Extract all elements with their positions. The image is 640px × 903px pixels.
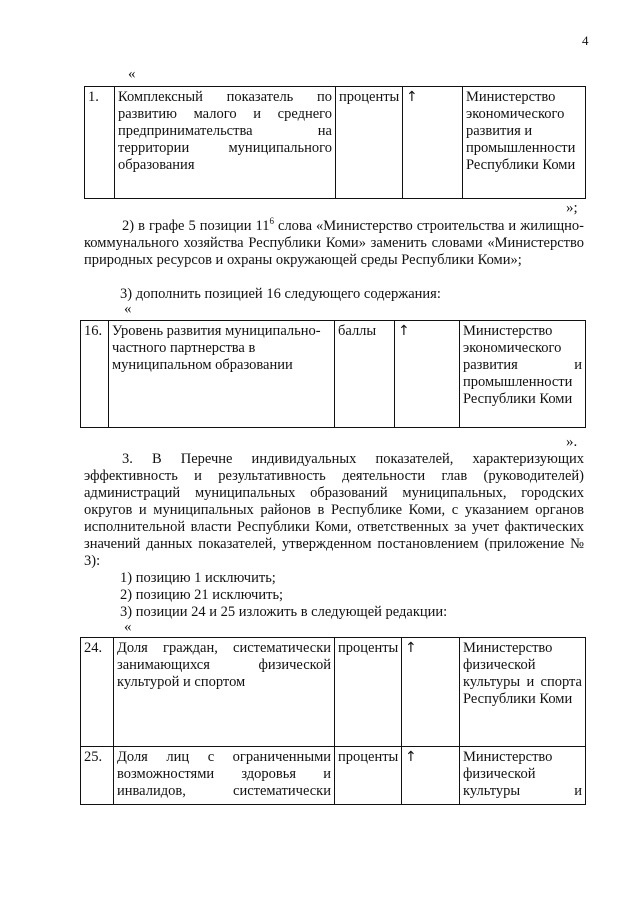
paragraph-section-3: 3. В Перечне индивидуальных показателей, характеризующих эффективность и результативность деятельности глав (руководителей) администраций муниципальных образований муниципальных, городских округов и муниципальных районов в Республике Коми, с указанием органов исполнительной власти Республики Коми, ответственных за учет фактических значений данных показателей, утвержденном постановлением (приложение № 3): (84, 451, 584, 569)
indicator-name: Уровень развития муниципально-частного партнерства в муниципальном образовании (109, 321, 335, 428)
table-position-16 (80, 320, 586, 428)
unit-cell: проценты (335, 638, 402, 747)
row-number: 1. (85, 87, 115, 199)
close-quote: »; (566, 200, 578, 216)
item2-text-b: слова «Министерство строительства и жилищно-коммунального хозяйства Республики Коми» заменить словами «Министерство природных ресурсов и охраны окружающей среды Республики Коми»; (84, 218, 584, 268)
responsible-body: Министерство экономического развития и промышленности Республики Коми (463, 87, 586, 199)
page-number: 4 (582, 33, 589, 48)
row-number: 24. (81, 638, 114, 747)
direction-arrow: ↑ (395, 321, 460, 428)
open-quote: « (124, 301, 132, 317)
paragraph-item-3: 3) дополнить позицией 16 следующего содержания: (120, 286, 441, 302)
close-quote: ». (566, 434, 578, 450)
unit-cell: баллы (335, 321, 395, 428)
list-item: 1) позицию 1 исключить; (120, 570, 276, 586)
responsible-body: Министерство физической культуры и (460, 747, 586, 805)
indicator-name: Доля лиц с ограниченными возможностями здоровья и инвалидов, систематически (114, 747, 335, 805)
paragraph-item-2 (84, 218, 584, 269)
direction-arrow: ↑ (402, 747, 460, 805)
row-number: 16. (81, 321, 109, 428)
responsible-body: Министерство экономического развития и промышленности Республики Коми (460, 321, 586, 428)
table-row (81, 638, 586, 747)
indicator-name: Комплексный показатель по развитию малого и среднего предпринимательства на территории муниципального образования (115, 87, 336, 199)
list-item: 2) позицию 21 исключить; (120, 587, 284, 603)
table-positions-24-25 (80, 637, 586, 805)
row-number: 25. (81, 747, 114, 805)
table-position-1 (84, 86, 586, 199)
direction-arrow: ↑ (403, 87, 463, 199)
list-item: 3) позиции 24 и 25 изложить в следующей редакции: (120, 604, 448, 620)
responsible-body: Министерство физической культуры и спорта Республики Коми (460, 638, 586, 747)
table-row (85, 87, 586, 199)
open-quote: « (124, 619, 132, 635)
indicator-name: Доля граждан, систематически занимающихся физической культурой и спортом (114, 638, 335, 747)
direction-arrow: ↑ (402, 638, 460, 747)
table-row (81, 747, 586, 805)
unit-cell: проценты (335, 747, 402, 805)
item2-superscript: 6 (269, 216, 274, 227)
open-quote: « (128, 66, 136, 82)
unit-cell: проценты (336, 87, 403, 199)
item2-text-a: 2) в графе 5 позиции 11 (122, 218, 270, 234)
table-row (81, 321, 586, 428)
